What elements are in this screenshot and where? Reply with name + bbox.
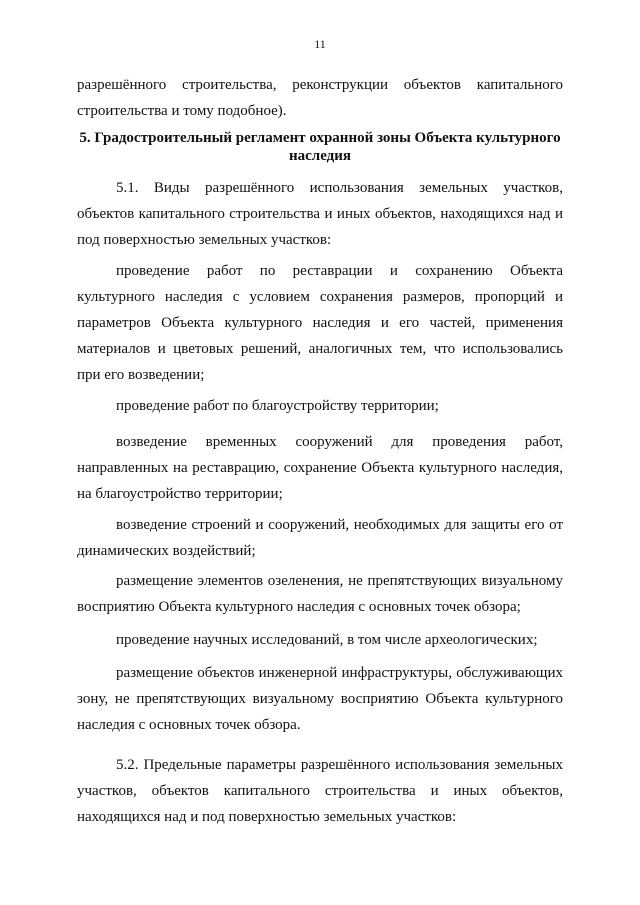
section-heading: 5. Градостроительный регламент охранной зоны Объекта культурного наследия [79, 130, 561, 164]
list-item: проведение работ по благоустройству территории; [116, 398, 439, 414]
list-item: проведение научных исследований, в том числе археологических; [116, 632, 538, 648]
list-item: возведение временных сооружений для проведения работ, направленных на реставрацию, сохранение Объекта культурного наследия, на благоустройство территории; [77, 434, 563, 502]
list-item: возведение строений и сооружений, необходимых для защиты его от динамических воздействий; [77, 517, 563, 559]
section-5-2-intro: 5.2. Предельные параметры разрешённого использования земельных участков, объектов капитального строительства и иных объектов, находящихся над и под поверхностью земельных участков: [77, 757, 563, 825]
section-5-1-intro: 5.1. Виды разрешённого использования земельных участков, объектов капитального строительства и иных объектов, находящихся над и под поверхностью земельных участков: [77, 180, 563, 248]
list-item: размещение объектов инженерной инфраструктуры, обслуживающих зону, не препятствующих визуальному восприятию Объекта культурного наследия с основных точек обзора. [77, 665, 563, 733]
list-item: проведение работ по реставрации и сохранению Объекта культурного наследия с условием сохранения размеров, пропорций и параметров Объекта культурного наследия и его частей, применения материалов и цветовых решений, аналогичных тем, что использовались при его возведении; [77, 263, 563, 383]
list-item: размещение элементов озеленения, не препятствующих визуальному восприятию Объекта культурного наследия с основных точек обзора; [77, 573, 563, 615]
page-number: 11 [314, 37, 326, 51]
continuation-paragraph: разрешённого строительства, реконструкции объектов капитального строительства и тому подобное). [77, 77, 563, 119]
